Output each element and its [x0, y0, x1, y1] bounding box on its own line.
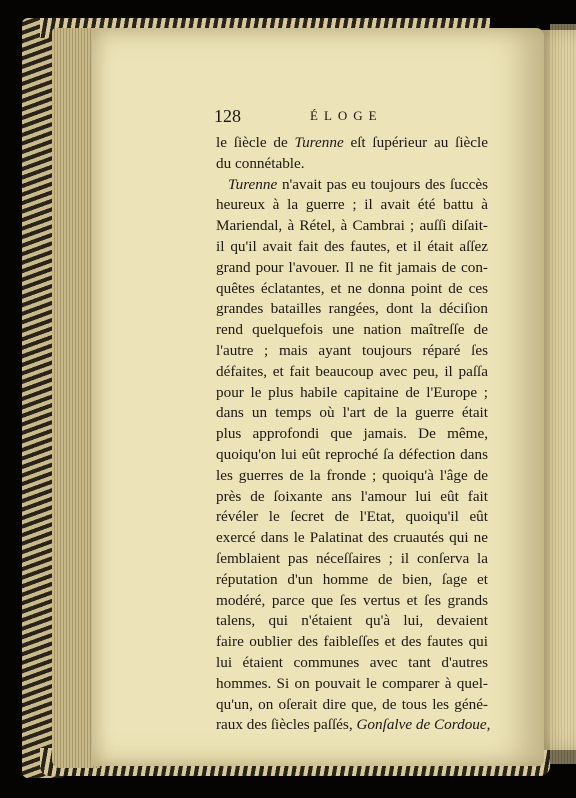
text-line: [216, 674, 488, 695]
text-line-plain: heureux à la guerre ; il avait été battu à: [216, 196, 488, 214]
text-line: [216, 632, 488, 653]
text-line-plain: l'autre ; mais ayant toujours réparé ſes: [216, 341, 488, 359]
text-line: [216, 320, 488, 341]
text-line-plain: dans un temps où l'art de la guerre était: [216, 404, 488, 422]
text-line-plain: près de ſoixante ans l'amour lui eût fait: [216, 487, 488, 505]
text-line-italic: Gonſalve de Cordoue: [356, 716, 487, 734]
text-line-plain: réputation d'un homme de bien, ſage et: [216, 570, 488, 588]
text-line-plain: il qu'il avait fait des fautes, et il était aſſez: [216, 237, 488, 255]
text-line: [216, 279, 488, 300]
text-line: [216, 403, 488, 424]
text-line-plain: raux des ſiècles paſſés,: [216, 716, 357, 734]
text-line-plain: ſemblaient pas néceſſaires ; il conſerva la: [216, 549, 488, 567]
text-line-plain: modéré, parce que ſes vertus et ſes grands: [216, 591, 488, 609]
page-header: [214, 106, 504, 130]
text-line: [216, 507, 488, 528]
text-line: [216, 133, 488, 154]
text-line: [216, 715, 491, 736]
text-line: [216, 154, 488, 175]
text-line-plain: plus approfondi que jamais. De même,: [216, 425, 488, 443]
text-line: [216, 195, 488, 216]
text-line-plain: du connétable.: [216, 154, 305, 172]
text-line: [216, 341, 488, 362]
text-line: [216, 611, 488, 632]
text-line-italic: Turenne: [294, 134, 344, 151]
text-line-plain: lui étaient communes avec tant d'autres: [216, 653, 488, 671]
text-line-plain-after: ,: [486, 716, 491, 734]
text-line: [216, 528, 488, 549]
text-line-plain: quoiqu'on lui eût reproché ſa défection dans: [216, 445, 488, 463]
text-line-plain: quêtes éclatantes, et ne donna point de ces: [216, 279, 488, 297]
text-line-plain: exercé dans le Palatinat des cruautés qui ne: [216, 529, 488, 547]
text-line-plain: les guerres de la fronde ; quoiqu'à l'âge de: [216, 466, 488, 484]
text-line: [216, 258, 488, 279]
text-line: [216, 383, 488, 404]
text-line: [216, 362, 488, 383]
text-line-plain: Mariendal, à Rétel, à Cambrai ; auſſi diſait-: [216, 217, 488, 235]
text-line-plain: rend quelquefois une nation maîtreſſe de: [216, 321, 488, 339]
text-line: [216, 299, 488, 320]
text-line: [216, 653, 488, 674]
running-head: ÉLOGE: [310, 108, 383, 123]
text-line: [216, 549, 488, 570]
body-text: [216, 133, 491, 736]
text-line-plain: grand pour l'avouer. Il ne fit jamais de con-: [216, 258, 488, 276]
text-line-plain-after: n'avait pas eu toujours des ſuccès: [277, 175, 488, 193]
text-line: [216, 695, 488, 716]
text-line-plain: le ſiècle de: [216, 134, 295, 151]
text-line-plain: grandes batailles rangées, dont la déciſion: [216, 300, 488, 318]
text-line: [216, 424, 488, 445]
text-line-italic: Turenne: [228, 175, 278, 193]
text-line: [216, 570, 488, 591]
text-line-plain: pour le plus habile capitaine de l'Europe ;: [216, 383, 488, 401]
text-line: [216, 487, 488, 508]
text-line-plain: qu'un, on oſerait dire que, de tous les géné-: [216, 695, 488, 713]
text-line: [216, 175, 488, 196]
page-number: 128: [214, 106, 241, 126]
text-line-plain: talens, qui n'étaient qu'à lui, devaient: [216, 612, 488, 630]
text-line: [216, 591, 488, 612]
text-line: [216, 445, 488, 466]
text-line: [216, 466, 488, 487]
facing-page-edge: [550, 24, 576, 764]
text-line-plain-after: eſt ſupérieur au ſiècle: [343, 134, 488, 151]
text-line-plain: faire oublier des faibleſſes et des fautes qui: [216, 633, 488, 651]
text-line-plain: révéler le ſecret de l'Etat, quoiqu'il eût: [216, 508, 488, 526]
text-line: [216, 237, 488, 258]
text-line-plain: défaites, et fait beaucoup avec peu, il paſſa: [216, 362, 488, 380]
text-line: [216, 216, 488, 237]
text-line-plain: hommes. Si on pouvait le comparer à quel-: [216, 674, 488, 692]
